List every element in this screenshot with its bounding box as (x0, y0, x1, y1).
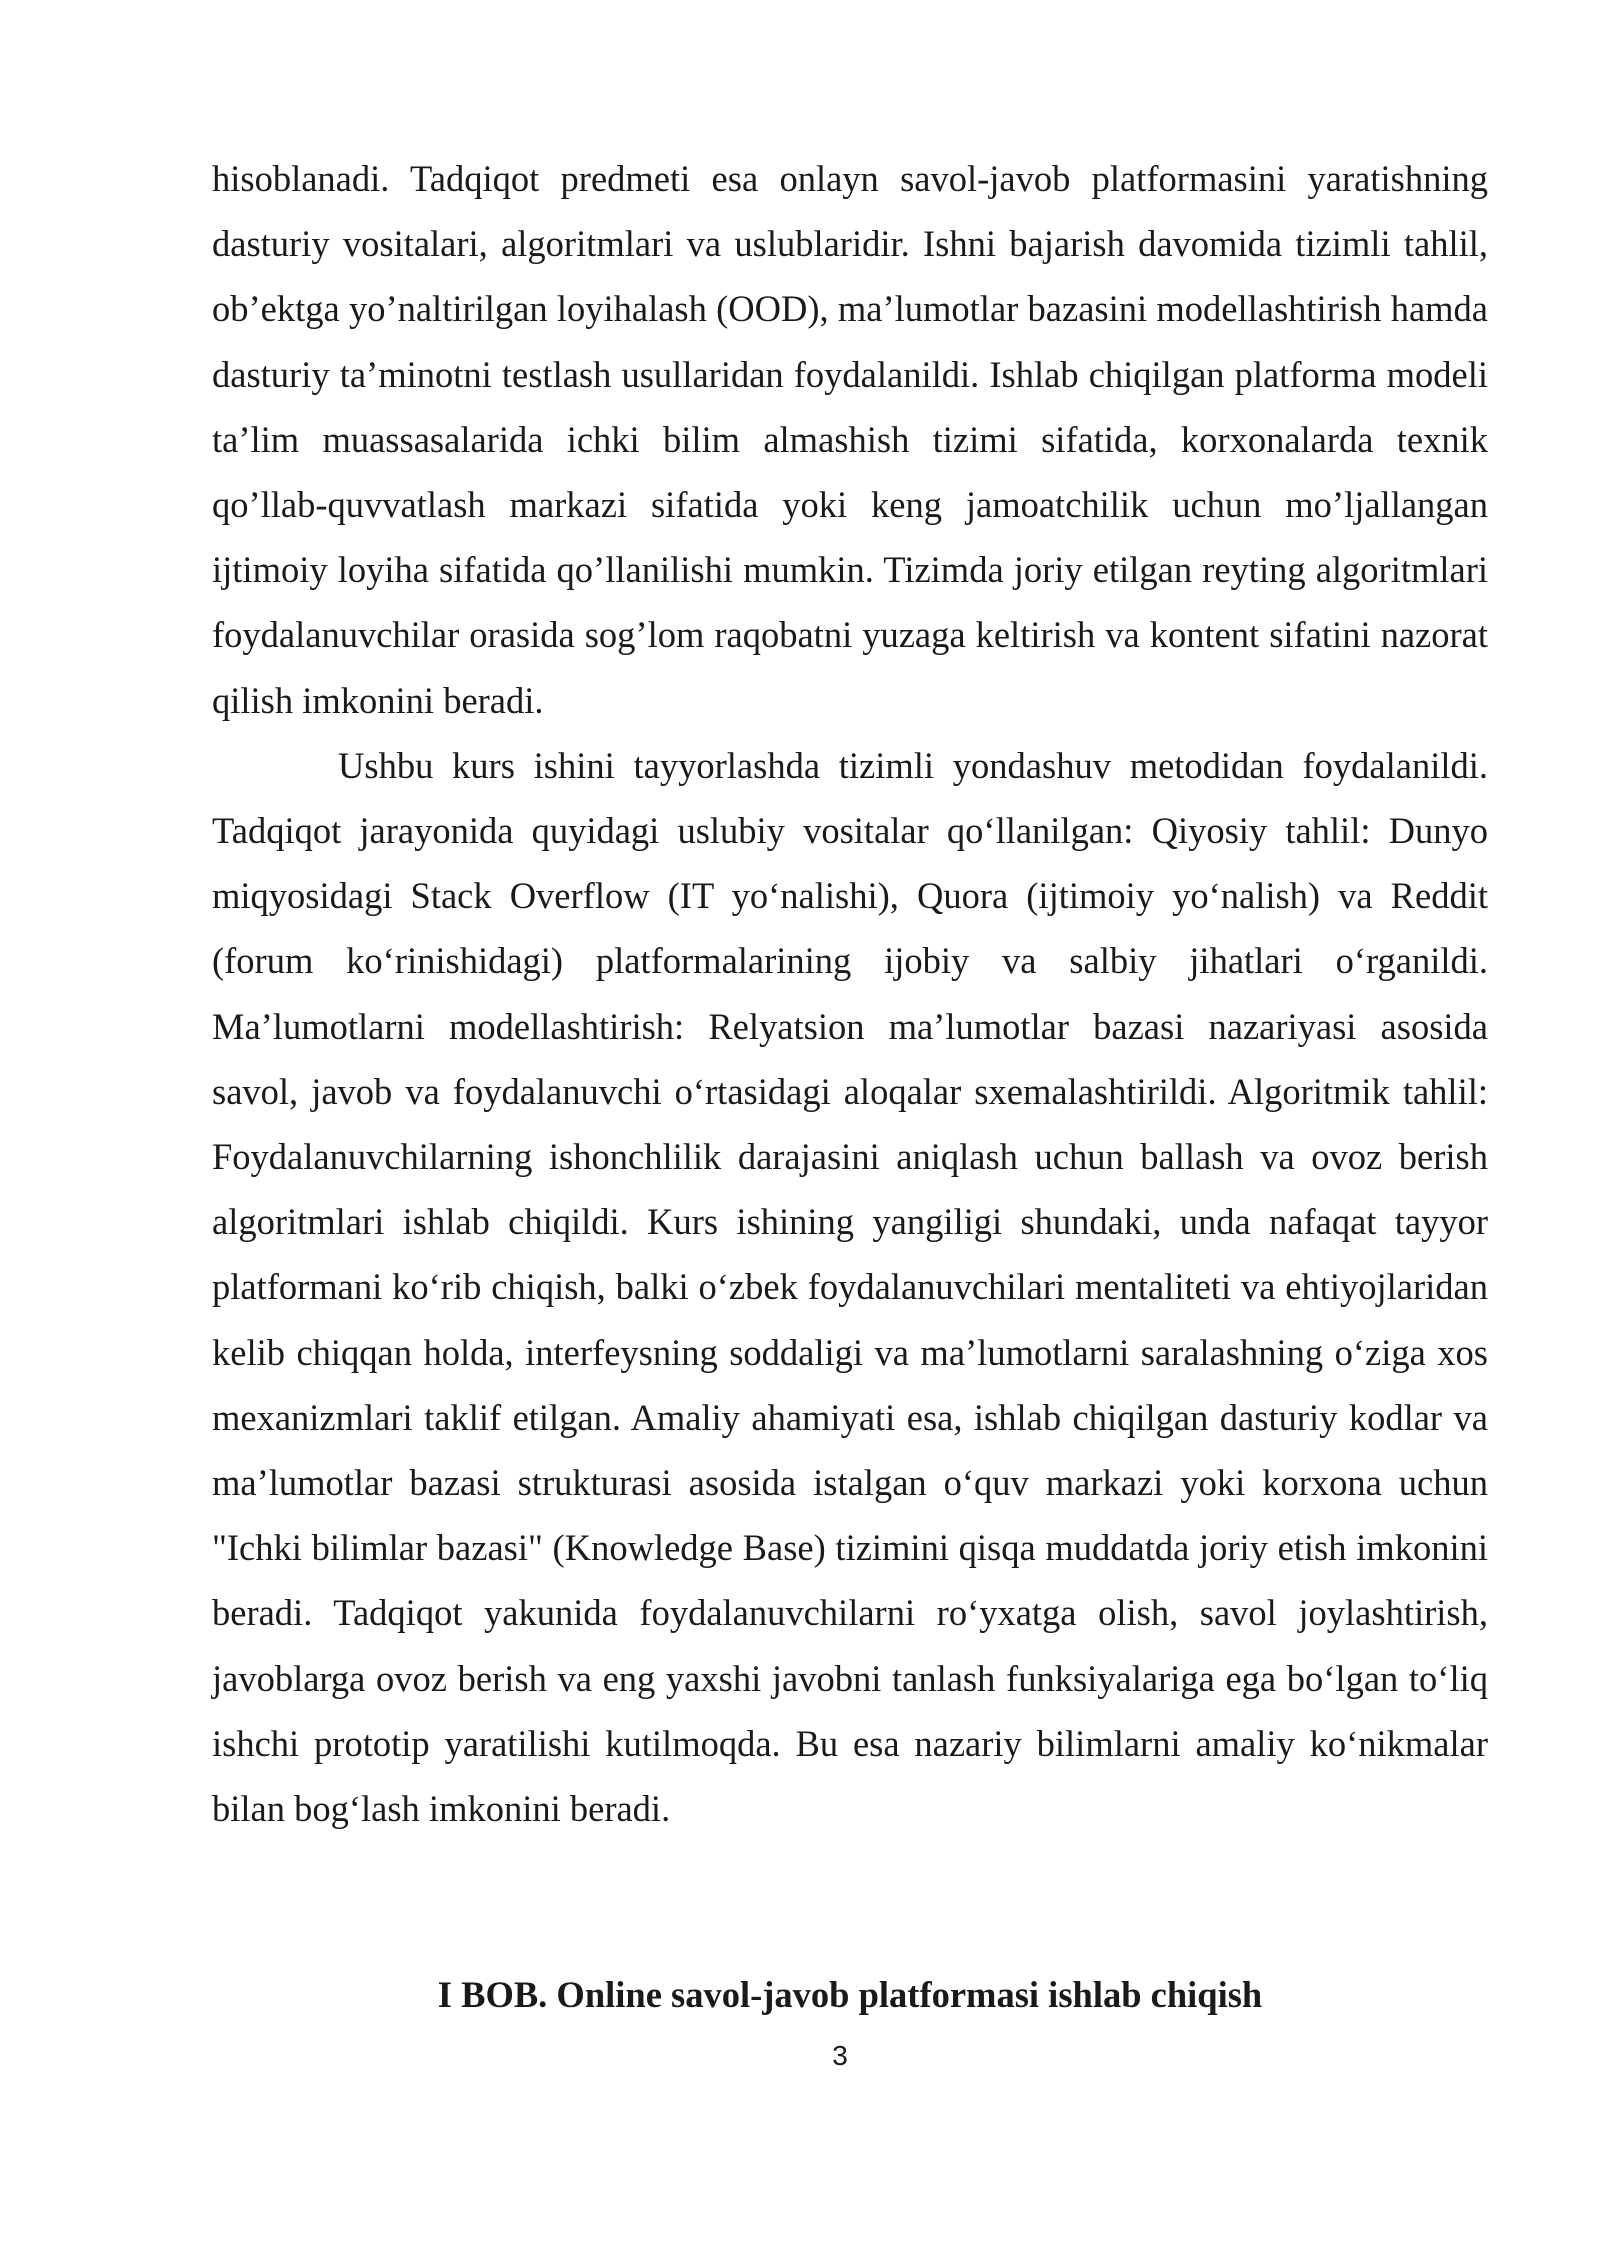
paragraph-methodology: Ushbu kurs ishini tayyorlashda tizimli yondashuv metodidan foydalanildi. Tadqiqot jarayonida quyidagi uslubiy vositalar qo‘llanilgan: Qiyosiy tahlil: Dunyo miqyosidagi Stack Overflow (IT yo‘nalishi), Quora (ijtimoiy yo‘nalish) va Reddit (forum ko‘rinishidagi) platformalarining ijobiy va salbiy jihatlari o‘rganildi. Ma’lumotlarni modellashtirish: Relyatsion ma’lumotlar bazasi nazariyasi asosida savol, javob va foydalanuvchi o‘rtasidagi aloqalar sxemalashtirildi. Algoritmik tahlil: Foydalanuvchilarning ishonchlilik darajasini aniqlash uchun ballash va ovoz berish algoritmlari ishlab chiqildi. Kurs ishining yangiligi shundaki, unda nafaqat tayyor platformani ko‘rib chiqish, balki o‘zbek foydalanuvchilari mentaliteti va ehtiyojlaridan kelib chiqqan holda, interfeysning soddaligi va ma’lumotlarni saralashning o‘ziga xos mexanizmlari taklif etilgan. Amaliy ahamiyati esa, ishlab chiqilgan dasturiy kodlar va ma’lumotlar bazasi strukturasi asosida istalgan o‘quv markazi yoki korxona uchun "Ichki bilimlar bazasi" (Knowledge Base) tizimini qisqa muddatda joriy etish imkonini beradi. Tadqiqot yakunida foydalanuvchilarni ro‘yxatga olish, savol joylashtirish, javoblarga ovoz berish va eng yaxshi javobni tanlash funksiyalariga ega bo‘lgan to‘liq ishchi prototip yaratilishi kutilmoqda. Bu esa nazariy bilimlarni amaliy ko‘nikmalar bilan bog‘lash imkonini beradi. (212, 744, 1488, 1830)
page-number: 3 (832, 2040, 848, 2071)
paragraph-continuation: hisoblanadi. Tadqiqot predmeti esa onlayn savol-javob platformasini yaratishning dasturiy vositalari, algoritmlari va uslublaridir. Ishni bajarish davomida tizimli tahlil, ob’ektga yo’naltirilgan loyihalash (OOD), ma’lumotlar bazasini modellashtirish hamda dasturiy ta’minotni testlash usullaridan foydalanildi. Ishlab chiqilgan platforma modeli ta’lim muassasalarida ichki bilim almashish tizimi sifatida, korxonalarda texnik qo’llab-quvvatlash markazi sifatida yoki keng jamoatchilik uchun mo’ljallangan ijtimoiy loyiha sifatida qo’llanilishi mumkin. Tizimda joriy etilgan reyting algoritmlari foydalanuvchilar orasida sog’lom raqobatni yuzaga keltirish va kontent sifatini nazorat qilish imkonini beradi. (212, 158, 1488, 721)
chapter-heading: I BOB. Online savol-javob platformasi ishlab chiqish (437, 1974, 1263, 2015)
body-text (212, 146, 1488, 1841)
